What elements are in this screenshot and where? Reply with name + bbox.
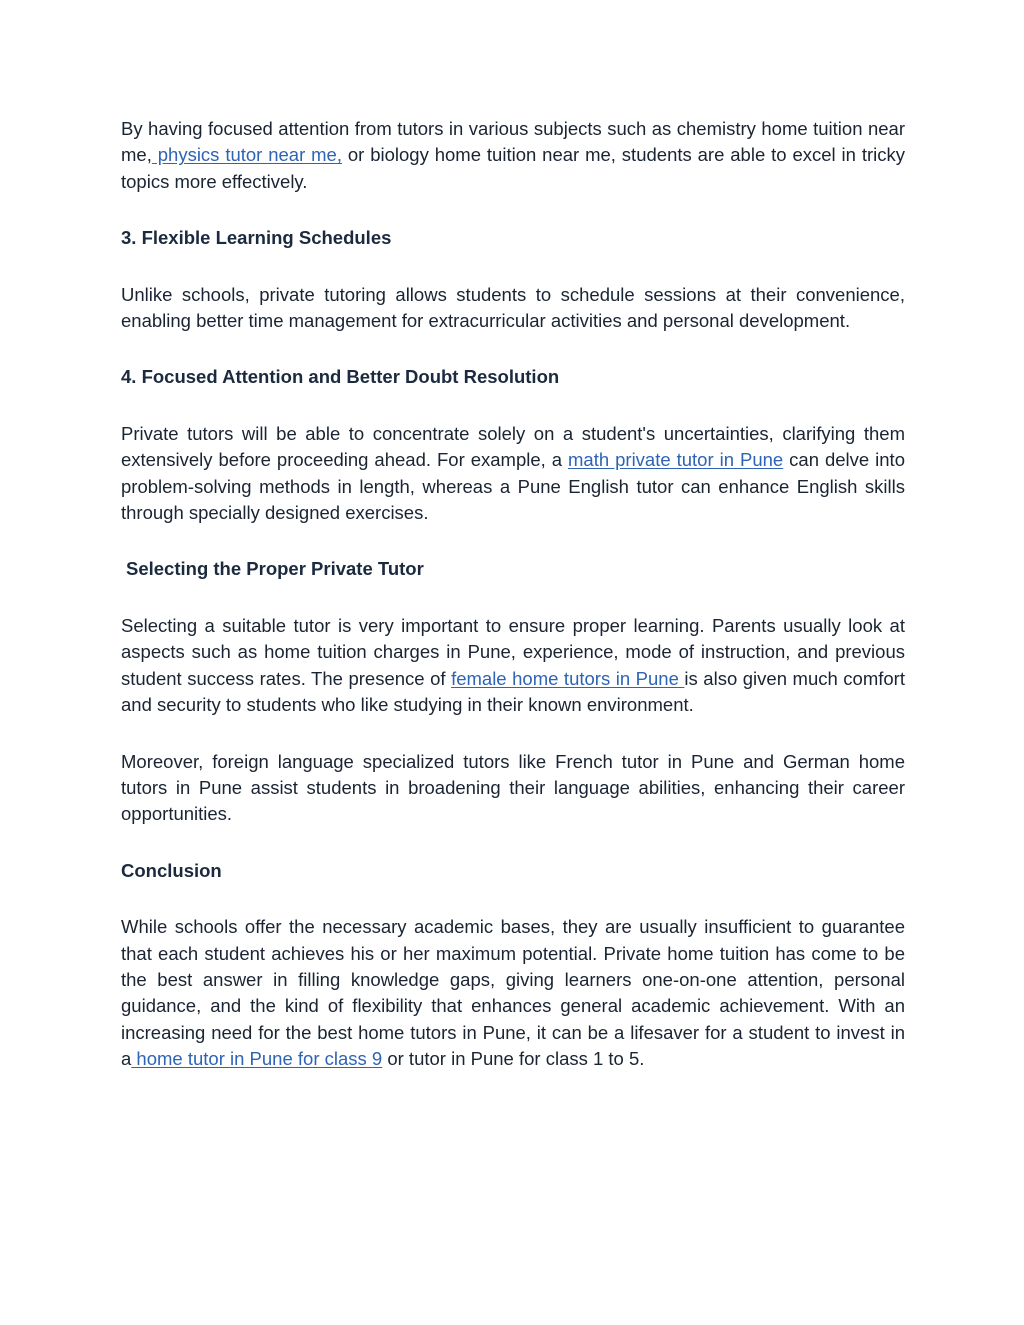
- paragraph-text: can delve into problem-solving methods in length, whereas a Pune English tutor can enhance English skills through specially designed exercises.: [121, 449, 905, 524]
- paragraph-text: or tutor in Pune for class 1 to 5.: [382, 1048, 645, 1070]
- heading-flexible-schedules: 3. Flexible Learning Schedules: [121, 227, 392, 249]
- paragraph-text: While schools offer the necessary academic bases, they are usually insufficient to guarantee that each student achieves his or her maximum potential. Private home tuition has come to be the best answer in filling knowledge gaps, giving learners one-on-one attention, personal guidance, and the kind of flexibility that enhances general academic achievement. With an increasing need for the best home tutors in Pune, it can be a lifesaver for a student to invest in a: [121, 916, 905, 1070]
- paragraph-text: is also given much comfort and security to students who like studying in their known environment.: [121, 667, 905, 716]
- heading-selecting-tutor: Selecting the Proper Private Tutor: [126, 558, 424, 580]
- paragraph-text: or biology home tuition near me, students are able to excel in tricky topics more effectively.: [121, 144, 905, 192]
- paragraph-text: By having focused attention from tutors in various subjects such as chemistry home tuition near me,: [121, 118, 905, 166]
- paragraph-foreign-language: Moreover, foreign language specialized tutors like French tutor in Pune and German home tutors in Pune assist students in broadening their language abilities, enhancing their career opportunities.: [121, 750, 905, 825]
- document-page: [121, 116, 905, 1103]
- female-home-tutors-link[interactable]: female home tutors in Pune: [451, 667, 685, 689]
- paragraph-flexible-schedules: Unlike schools, private tutoring allows students to schedule sessions at their convenience, enabling better time management for extracurricular activities and personal development.: [121, 283, 905, 332]
- paragraph-text: Private tutors will be able to concentrate solely on a student's uncertainties, clarifying them extensively before proceeding ahead. For example, a: [121, 422, 905, 471]
- paragraph-focused-attention: [121, 116, 905, 195]
- heading-conclusion: Conclusion: [121, 859, 222, 881]
- math-private-tutor-link[interactable]: math private tutor in Pune: [568, 449, 784, 471]
- physics-tutor-link[interactable]: physics tutor near me,: [151, 144, 342, 166]
- paragraph-conclusion: [121, 914, 905, 1072]
- heading-doubt-resolution: 4. Focused Attention and Better Doubt Resolution: [121, 366, 560, 388]
- paragraph-text: Selecting a suitable tutor is very important to ensure proper learning. Parents usually look at aspects such as home tuition charges in Pune, experience, mode of instruction, and previous student success rates. The presence of: [121, 614, 905, 689]
- home-tutor-class-9-link[interactable]: home tutor in Pune for class 9: [131, 1048, 383, 1070]
- paragraph-selecting-tutor: [121, 613, 905, 719]
- paragraph-doubt-resolution: [121, 421, 905, 527]
